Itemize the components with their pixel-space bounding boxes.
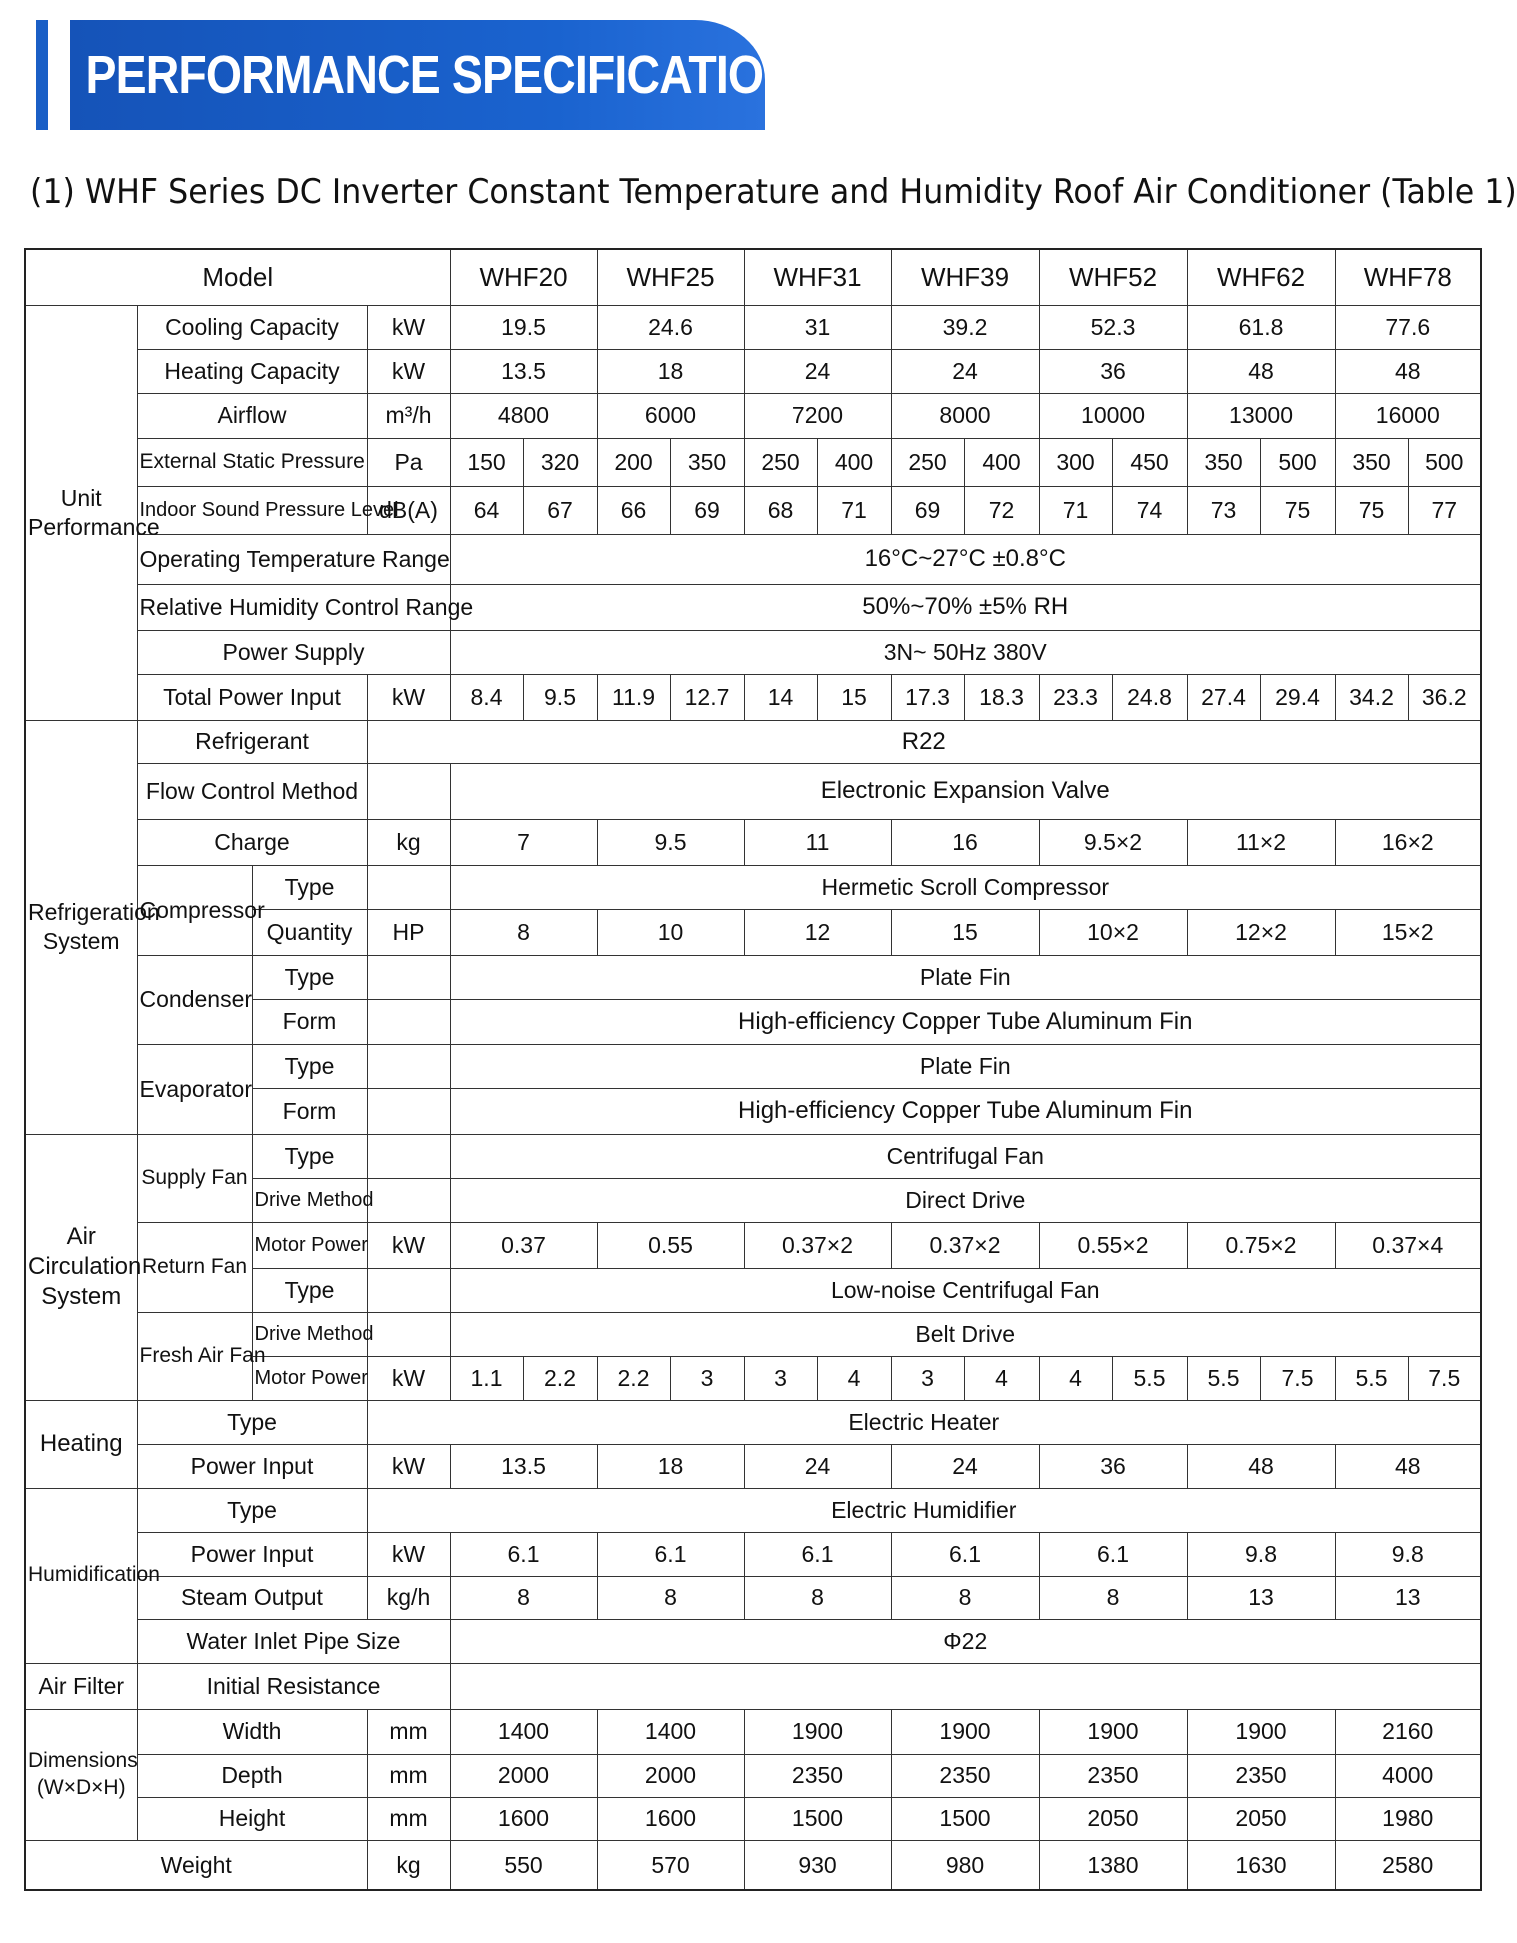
row-label: Form — [252, 1088, 367, 1134]
value-cell: 9.5 — [523, 674, 597, 720]
value-cell: 48 — [1187, 349, 1335, 393]
row-label: Steam Output — [137, 1576, 367, 1619]
value-cell: 18 — [597, 1444, 744, 1488]
row-label: Type — [252, 1134, 367, 1178]
row-unit: mm — [367, 1709, 450, 1754]
value-cell: 1900 — [1039, 1709, 1187, 1754]
row-label: Type — [252, 1268, 367, 1312]
value-cell: 67 — [523, 486, 597, 534]
value-cell: 10 — [597, 909, 744, 955]
row-humidifier-power — [25, 1532, 1481, 1576]
page-title: PERFORMANCE SPECIFICATIONS — [85, 45, 826, 105]
value-cell: 15 — [891, 909, 1039, 955]
value-cell: 73 — [1187, 486, 1260, 534]
span-value: R22 — [367, 720, 1481, 763]
row-label: Heating Capacity — [137, 349, 367, 393]
spec-table — [24, 248, 1482, 1891]
subgroup-supply-fan: Supply Fan — [137, 1134, 252, 1222]
span-value: Electric Heater — [367, 1400, 1481, 1444]
subgroup-compressor: Compressor — [137, 865, 252, 955]
value-cell: 15×2 — [1335, 909, 1481, 955]
row-unit — [367, 1088, 450, 1134]
span-value: 16°C~27°C ±0.8°C — [450, 534, 1481, 584]
row-label: Power Input — [137, 1444, 367, 1488]
value-cell: 34.2 — [1335, 674, 1408, 720]
value-cell: 400 — [817, 438, 891, 486]
row-label: Cooling Capacity — [137, 305, 367, 349]
span-value: Φ22 — [450, 1619, 1481, 1663]
group-refrigeration-system: Refrigeration System — [25, 720, 137, 1134]
value-cell: 980 — [891, 1840, 1039, 1890]
value-cell: 2050 — [1039, 1797, 1187, 1840]
value-cell: 0.37×4 — [1335, 1222, 1481, 1268]
value-cell: 0.37 — [450, 1222, 597, 1268]
value-cell: 1380 — [1039, 1840, 1187, 1890]
subgroup-return-fan: Return Fan — [137, 1222, 252, 1312]
value-cell: 13.5 — [450, 1444, 597, 1488]
value-cell: 16×2 — [1335, 819, 1481, 865]
row-refrigerant — [25, 720, 1481, 763]
span-value: Belt Drive — [450, 1312, 1481, 1356]
subgroup-condenser: Condenser — [137, 955, 252, 1044]
row-unit — [367, 1178, 450, 1222]
row-label: Refrigerant — [137, 720, 367, 763]
row-unit: kW — [367, 1222, 450, 1268]
row-label: Power Input — [137, 1532, 367, 1576]
value-cell: 1900 — [1187, 1709, 1335, 1754]
value-cell: 19.5 — [450, 305, 597, 349]
model-header: WHF52 — [1039, 249, 1187, 305]
row-depth — [25, 1754, 1481, 1797]
value-cell: 14 — [744, 674, 817, 720]
value-cell: 2580 — [1335, 1840, 1481, 1890]
value-cell: 39.2 — [891, 305, 1039, 349]
value-cell: 3 — [744, 1356, 817, 1400]
value-cell: 1600 — [597, 1797, 744, 1840]
row-condenser-type — [25, 955, 1481, 999]
value-cell: 24 — [891, 1444, 1039, 1488]
span-value — [450, 1663, 1481, 1709]
value-cell: 2350 — [744, 1754, 891, 1797]
row-relative-humidity — [25, 584, 1481, 630]
value-cell: 250 — [891, 438, 964, 486]
row-cooling-capacity — [25, 305, 1481, 349]
row-heating-power-input — [25, 1444, 1481, 1488]
value-cell: 11×2 — [1187, 819, 1335, 865]
value-cell: 400 — [964, 438, 1039, 486]
value-cell: 8 — [891, 1576, 1039, 1619]
table-caption: (1) WHF Series DC Inverter Constant Temperature and Humidity Roof Air Conditioner (Table 1) — [30, 172, 1517, 212]
value-cell: 350 — [1335, 438, 1408, 486]
value-cell: 61.8 — [1187, 305, 1335, 349]
row-airflow — [25, 393, 1481, 438]
value-cell: 11 — [744, 819, 891, 865]
model-header: WHF78 — [1335, 249, 1481, 305]
row-indoor-sound-pressure — [25, 486, 1481, 534]
model-header: WHF31 — [744, 249, 891, 305]
value-cell: 16000 — [1335, 393, 1481, 438]
row-unit: HP — [367, 909, 450, 955]
span-value: Direct Drive — [450, 1178, 1481, 1222]
value-cell: 320 — [523, 438, 597, 486]
row-unit: kW — [367, 674, 450, 720]
value-cell: 2350 — [1187, 1754, 1335, 1797]
row-height — [25, 1797, 1481, 1840]
span-value: High-efficiency Copper Tube Aluminum Fin — [450, 999, 1481, 1044]
value-cell: 10000 — [1039, 393, 1187, 438]
row-weight — [25, 1840, 1481, 1890]
row-unit: kW — [367, 1444, 450, 1488]
value-cell: 13.5 — [450, 349, 597, 393]
value-cell: 1400 — [597, 1709, 744, 1754]
value-cell: 550 — [450, 1840, 597, 1890]
value-cell: 8 — [744, 1576, 891, 1619]
span-value: Low-noise Centrifugal Fan — [450, 1268, 1481, 1312]
banner-accent-bar — [36, 20, 48, 130]
row-unit — [367, 1268, 450, 1312]
value-cell: 12×2 — [1187, 909, 1335, 955]
value-cell: 2160 — [1335, 1709, 1481, 1754]
value-cell: 6.1 — [1039, 1532, 1187, 1576]
row-label: Width — [137, 1709, 367, 1754]
row-label: Indoor Sound Pressure Level — [137, 486, 367, 534]
row-unit — [367, 1312, 450, 1356]
value-cell: 6.1 — [891, 1532, 1039, 1576]
value-cell: 29.4 — [1260, 674, 1335, 720]
span-value: 50%~70% ±5% RH — [450, 584, 1481, 630]
value-cell: 36 — [1039, 1444, 1187, 1488]
value-cell: 1980 — [1335, 1797, 1481, 1840]
value-cell: 10×2 — [1039, 909, 1187, 955]
row-external-static-pressure — [25, 438, 1481, 486]
value-cell: 3 — [891, 1356, 964, 1400]
row-label: Quantity — [252, 909, 367, 955]
value-cell: 18 — [597, 349, 744, 393]
row-humidifier-type — [25, 1488, 1481, 1532]
value-cell: 48 — [1187, 1444, 1335, 1488]
value-cell: 71 — [1039, 486, 1112, 534]
row-return-fan-motor — [25, 1222, 1481, 1268]
value-cell: 0.55×2 — [1039, 1222, 1187, 1268]
row-unit — [367, 1134, 450, 1178]
row-operating-temperature — [25, 534, 1481, 584]
span-value: Plate Fin — [450, 1044, 1481, 1088]
row-label: Drive Method — [252, 1178, 367, 1222]
value-cell: 77 — [1408, 486, 1481, 534]
group-dimensions: Dimensions (W×D×H) — [25, 1709, 137, 1840]
value-cell: 9.8 — [1335, 1532, 1481, 1576]
row-label: Weight — [25, 1840, 367, 1890]
value-cell: 9.5×2 — [1039, 819, 1187, 865]
value-cell: 5.5 — [1335, 1356, 1408, 1400]
value-cell: 74 — [1112, 486, 1187, 534]
model-header: WHF39 — [891, 249, 1039, 305]
value-cell: 69 — [891, 486, 964, 534]
model-label: Model — [25, 249, 450, 305]
value-cell: 5.5 — [1112, 1356, 1187, 1400]
row-unit: kW — [367, 1532, 450, 1576]
row-label: Type — [252, 865, 367, 909]
value-cell: 7 — [450, 819, 597, 865]
value-cell: 5.5 — [1187, 1356, 1260, 1400]
value-cell: 71 — [817, 486, 891, 534]
row-label: Type — [252, 1044, 367, 1088]
value-cell: 8000 — [891, 393, 1039, 438]
row-unit — [367, 865, 450, 909]
row-unit: kW — [367, 1356, 450, 1400]
row-label: Motor Power — [252, 1222, 367, 1268]
value-cell: 570 — [597, 1840, 744, 1890]
span-value: Electric Humidifier — [367, 1488, 1481, 1532]
row-unit — [367, 1044, 450, 1088]
header-row — [25, 249, 1481, 305]
value-cell: 0.37×2 — [744, 1222, 891, 1268]
row-unit: mm — [367, 1754, 450, 1797]
row-air-filter — [25, 1663, 1481, 1709]
value-cell: 3 — [670, 1356, 744, 1400]
value-cell: 77.6 — [1335, 305, 1481, 349]
group-air-filter: Air Filter — [25, 1663, 137, 1709]
row-label: Motor Power — [252, 1356, 367, 1400]
row-label: Flow Control Method — [137, 763, 367, 819]
value-cell: 11.9 — [597, 674, 670, 720]
value-cell: 2050 — [1187, 1797, 1335, 1840]
value-cell: 500 — [1260, 438, 1335, 486]
value-cell: 8 — [597, 1576, 744, 1619]
row-fresh-fan-drive — [25, 1312, 1481, 1356]
row-label: Type — [137, 1400, 367, 1444]
row-label: Charge — [137, 819, 367, 865]
model-header: WHF25 — [597, 249, 744, 305]
row-label: Type — [252, 955, 367, 999]
value-cell: 13 — [1187, 1576, 1335, 1619]
value-cell: 7200 — [744, 393, 891, 438]
row-unit — [367, 763, 450, 819]
row-heating-type — [25, 1400, 1481, 1444]
value-cell: 64 — [450, 486, 523, 534]
value-cell: 17.3 — [891, 674, 964, 720]
row-water-inlet-pipe — [25, 1619, 1481, 1663]
value-cell: 69 — [670, 486, 744, 534]
value-cell: 6.1 — [744, 1532, 891, 1576]
value-cell: 8.4 — [450, 674, 523, 720]
value-cell: 930 — [744, 1840, 891, 1890]
row-unit: m³/h — [367, 393, 450, 438]
value-cell: 24 — [744, 349, 891, 393]
value-cell: 48 — [1335, 349, 1481, 393]
value-cell: 72 — [964, 486, 1039, 534]
subgroup-fresh-air-fan: Fresh Air Fan — [137, 1312, 252, 1400]
value-cell: 9.5 — [597, 819, 744, 865]
value-cell: 24 — [744, 1444, 891, 1488]
row-label: Power Supply — [137, 630, 450, 674]
value-cell: 48 — [1335, 1444, 1481, 1488]
value-cell: 0.37×2 — [891, 1222, 1039, 1268]
value-cell: 1500 — [744, 1797, 891, 1840]
row-total-power-input — [25, 674, 1481, 720]
value-cell: 1900 — [744, 1709, 891, 1754]
value-cell: 16 — [891, 819, 1039, 865]
value-cell: 7.5 — [1260, 1356, 1335, 1400]
value-cell: 1500 — [891, 1797, 1039, 1840]
header-banner — [70, 20, 826, 130]
value-cell: 250 — [744, 438, 817, 486]
row-heating-capacity — [25, 349, 1481, 393]
value-cell: 1630 — [1187, 1840, 1335, 1890]
value-cell: 31 — [744, 305, 891, 349]
value-cell: 6000 — [597, 393, 744, 438]
value-cell: 75 — [1335, 486, 1408, 534]
row-supply-fan-type — [25, 1134, 1481, 1178]
value-cell: 0.55 — [597, 1222, 744, 1268]
row-label: Airflow — [137, 393, 367, 438]
value-cell: 350 — [1187, 438, 1260, 486]
value-cell: 8 — [450, 909, 597, 955]
value-cell: 450 — [1112, 438, 1187, 486]
row-unit: kg/h — [367, 1576, 450, 1619]
value-cell: 2000 — [450, 1754, 597, 1797]
row-width — [25, 1709, 1481, 1754]
row-charge — [25, 819, 1481, 865]
row-unit: Pa — [367, 438, 450, 486]
value-cell: 23.3 — [1039, 674, 1112, 720]
group-air-circulation-system: Air Circulation System — [25, 1134, 137, 1400]
row-unit: kg — [367, 1840, 450, 1890]
group-heating: Heating — [25, 1400, 137, 1488]
value-cell: 7.5 — [1408, 1356, 1481, 1400]
value-cell: 15 — [817, 674, 891, 720]
row-label: Form — [252, 999, 367, 1044]
value-cell: 1600 — [450, 1797, 597, 1840]
row-unit — [367, 955, 450, 999]
value-cell: 4000 — [1335, 1754, 1481, 1797]
model-header: WHF20 — [450, 249, 597, 305]
row-compressor-type — [25, 865, 1481, 909]
row-evaporator-type — [25, 1044, 1481, 1088]
value-cell: 12.7 — [670, 674, 744, 720]
value-cell: 75 — [1260, 486, 1335, 534]
value-cell: 27.4 — [1187, 674, 1260, 720]
value-cell: 12 — [744, 909, 891, 955]
row-unit: kg — [367, 819, 450, 865]
row-label: External Static Pressure — [137, 438, 367, 486]
value-cell: 2.2 — [523, 1356, 597, 1400]
subgroup-evaporator: Evaporator — [137, 1044, 252, 1134]
row-label: Operating Temperature Range — [137, 534, 450, 584]
value-cell: 2.2 — [597, 1356, 670, 1400]
value-cell: 18.3 — [964, 674, 1039, 720]
value-cell: 1400 — [450, 1709, 597, 1754]
value-cell: 2350 — [1039, 1754, 1187, 1797]
row-unit: mm — [367, 1797, 450, 1840]
row-unit — [367, 999, 450, 1044]
value-cell: 4 — [817, 1356, 891, 1400]
row-label: Height — [137, 1797, 367, 1840]
value-cell: 6.1 — [597, 1532, 744, 1576]
value-cell: 8 — [1039, 1576, 1187, 1619]
value-cell: 2000 — [597, 1754, 744, 1797]
value-cell: 4 — [1039, 1356, 1112, 1400]
value-cell: 200 — [597, 438, 670, 486]
value-cell: 13000 — [1187, 393, 1335, 438]
value-cell: 36.2 — [1408, 674, 1481, 720]
row-power-supply — [25, 630, 1481, 674]
value-cell: 13 — [1335, 1576, 1481, 1619]
row-steam-output — [25, 1576, 1481, 1619]
row-label: Type — [137, 1488, 367, 1532]
value-cell: 68 — [744, 486, 817, 534]
span-value: Hermetic Scroll Compressor — [450, 865, 1481, 909]
value-cell: 2350 — [891, 1754, 1039, 1797]
row-label: Drive Method — [252, 1312, 367, 1356]
span-value: Plate Fin — [450, 955, 1481, 999]
row-unit: kW — [367, 305, 450, 349]
value-cell: 6.1 — [450, 1532, 597, 1576]
value-cell: 1900 — [891, 1709, 1039, 1754]
group-unit-performance: Unit Performance — [25, 305, 137, 720]
row-label: Water Inlet Pipe Size — [137, 1619, 450, 1663]
span-value: 3N~ 50Hz 380V — [450, 630, 1481, 674]
row-flow-control-method — [25, 763, 1481, 819]
value-cell: 4 — [964, 1356, 1039, 1400]
value-cell: 150 — [450, 438, 523, 486]
value-cell: 1.1 — [450, 1356, 523, 1400]
row-label: Initial Resistance — [137, 1663, 450, 1709]
value-cell: 52.3 — [1039, 305, 1187, 349]
row-label: Relative Humidity Control Range — [137, 584, 450, 630]
value-cell: 9.8 — [1187, 1532, 1335, 1576]
value-cell: 8 — [450, 1576, 597, 1619]
value-cell: 66 — [597, 486, 670, 534]
span-value: High-efficiency Copper Tube Aluminum Fin — [450, 1088, 1481, 1134]
value-cell: 36 — [1039, 349, 1187, 393]
row-label: Depth — [137, 1754, 367, 1797]
row-label: Total Power Input — [137, 674, 367, 720]
value-cell: 24.6 — [597, 305, 744, 349]
value-cell: 300 — [1039, 438, 1112, 486]
value-cell: 350 — [670, 438, 744, 486]
value-cell: 24.8 — [1112, 674, 1187, 720]
row-unit: dB(A) — [367, 486, 450, 534]
value-cell: 24 — [891, 349, 1039, 393]
model-header: WHF62 — [1187, 249, 1335, 305]
value-cell: 500 — [1408, 438, 1481, 486]
value-cell: 4800 — [450, 393, 597, 438]
span-value: Centrifugal Fan — [450, 1134, 1481, 1178]
row-unit: kW — [367, 349, 450, 393]
group-humidification: Humidification — [25, 1488, 137, 1663]
value-cell: 0.75×2 — [1187, 1222, 1335, 1268]
span-value: Electronic Expansion Valve — [450, 763, 1481, 819]
